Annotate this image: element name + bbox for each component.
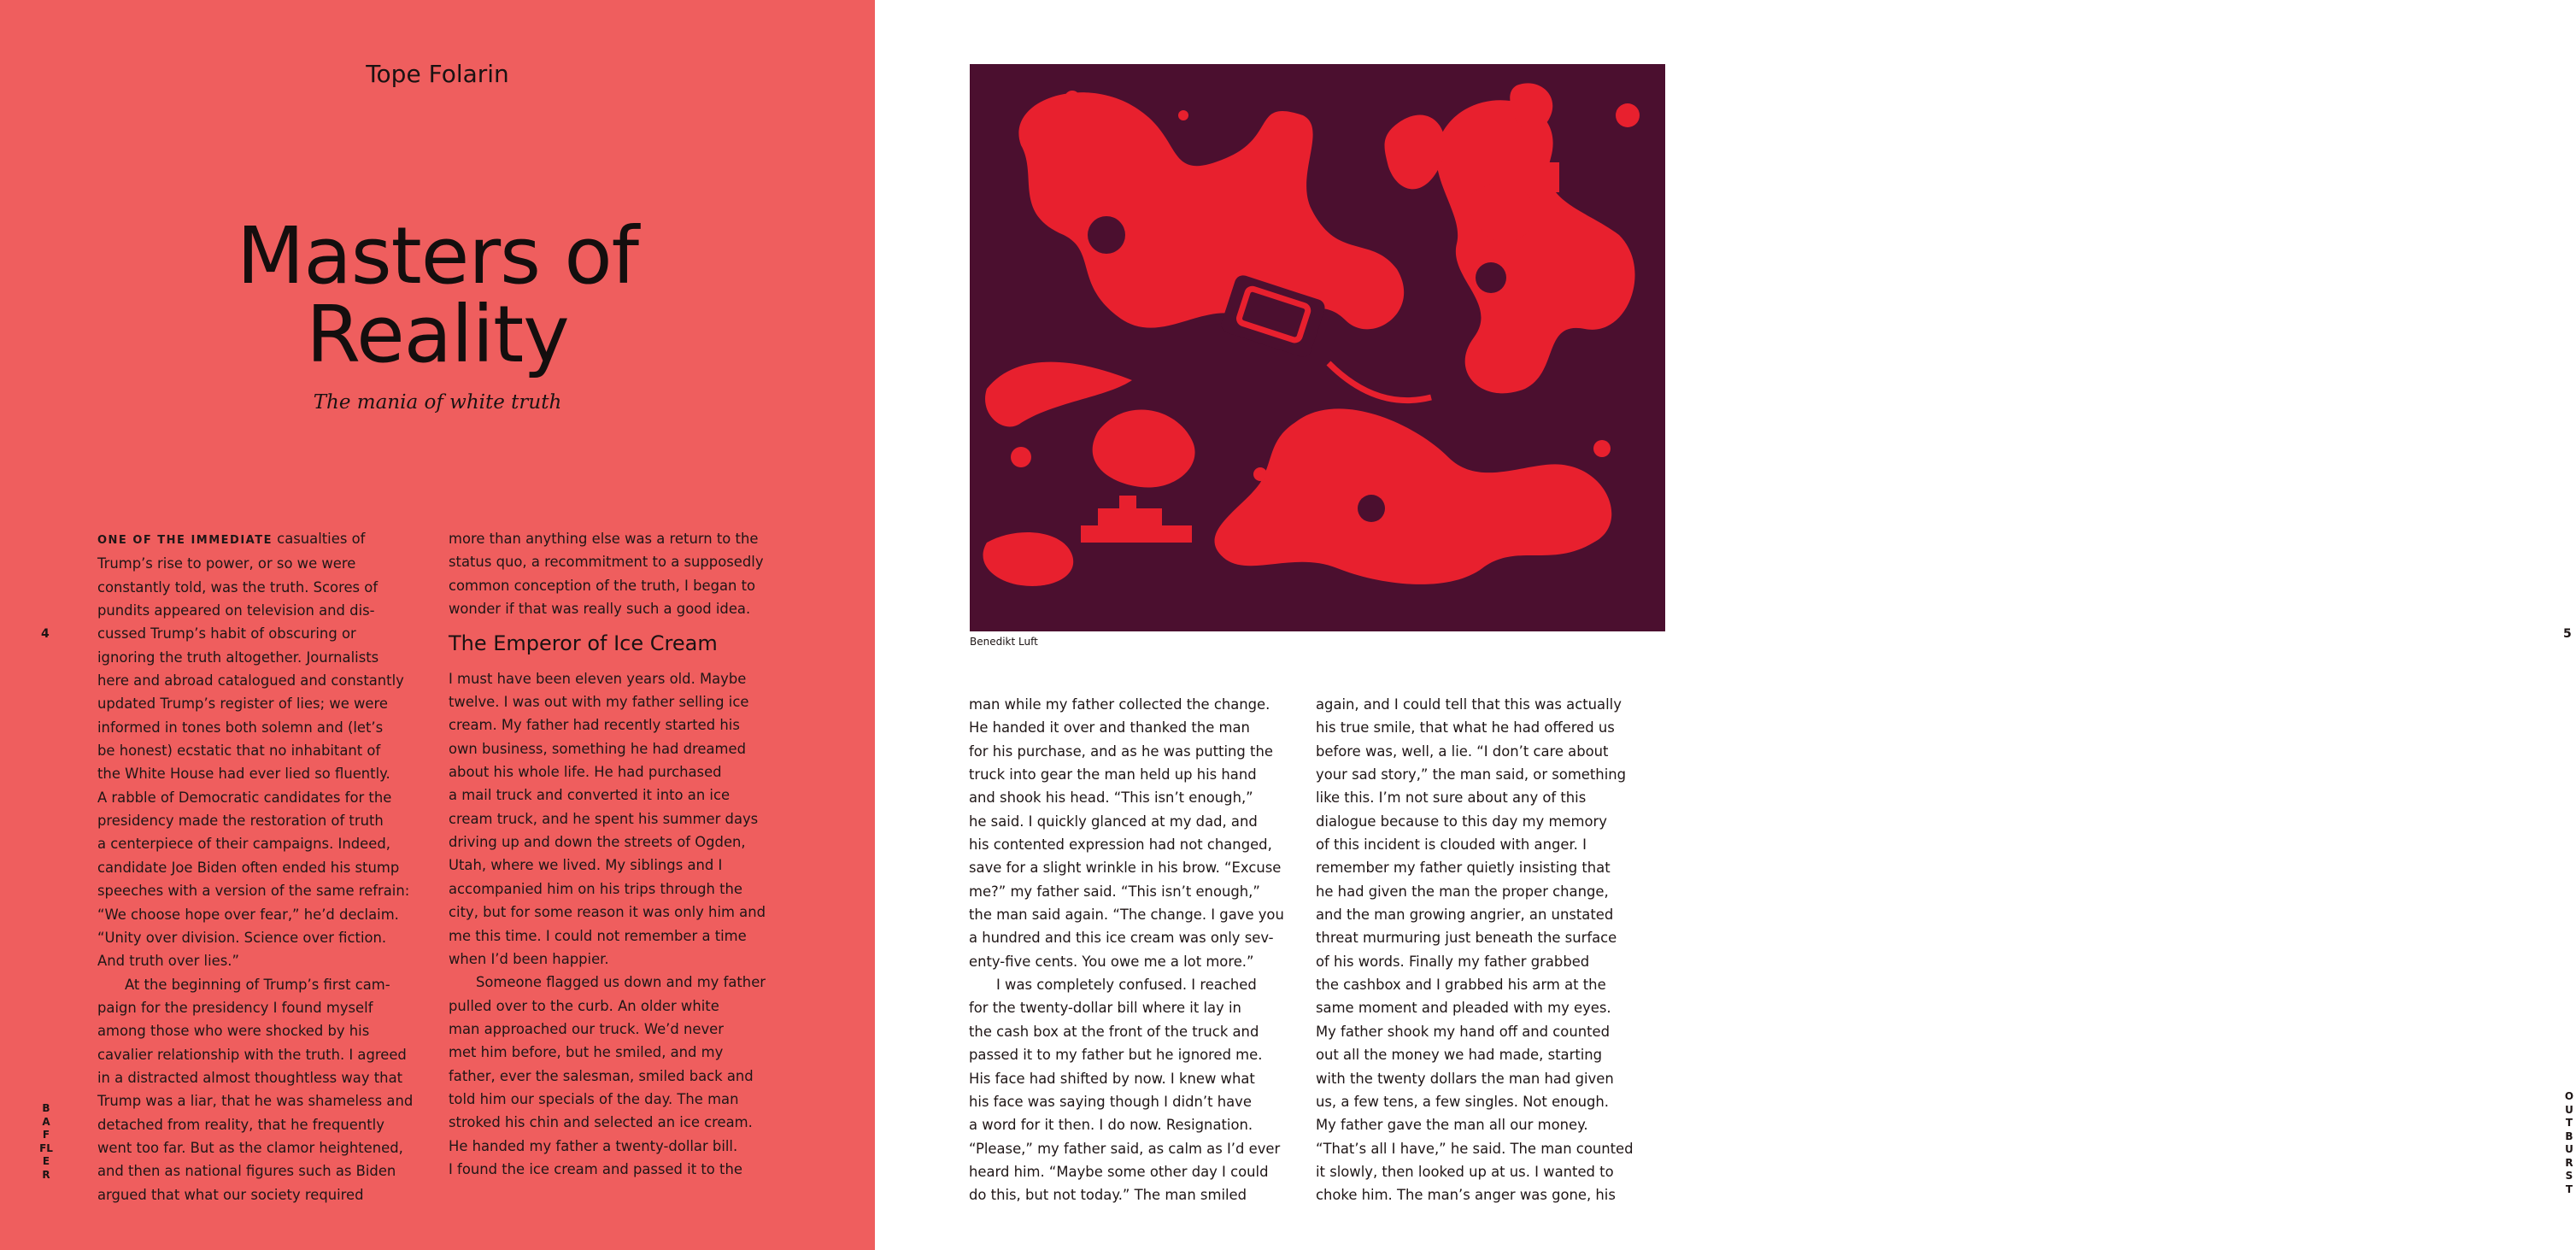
text-line: man while my father collected the change. (969, 696, 1270, 713)
text-line: speeches with a version of the same refrain: (97, 883, 410, 900)
illustration-artwork (970, 64, 1665, 631)
text-line: remember my father quietly insisting that (1316, 860, 1611, 877)
text-line: in a distracted almost thoughtless way that (97, 1069, 403, 1086)
text-line: of his words. Finally my father grabbed (1316, 953, 1590, 970)
text-line: with the twenty dollars the man had given (1316, 1070, 1614, 1087)
text-line: My father shook my hand off and counted (1316, 1023, 1611, 1040)
text-line: be honest) ecstatic that no inhabitant of (97, 742, 381, 760)
illustration (970, 64, 1665, 631)
text-line: told him our specials of the day. The man (449, 1090, 739, 1107)
text-line: dialogue because to this day my memory (1316, 813, 1607, 830)
article-subtitle: The mania of white truth (313, 391, 562, 414)
text-column-2 (449, 527, 790, 1181)
text-line: cussed Trump’s habit of obscuring or (97, 625, 356, 643)
text-line: A rabble of Democratic candidates for the (97, 789, 392, 806)
text-line: cream. My father had recently started his (449, 717, 740, 734)
text-line: constantly told, was the truth. Scores of (97, 578, 378, 596)
text-line (97, 527, 431, 552)
text-line: for his purchase, and as he was putting the (969, 742, 1273, 760)
text-line: your sad story,” the man said, or something (1316, 766, 1627, 783)
page-number: 4 (41, 627, 50, 641)
text-line: argued that what our society required (97, 1186, 364, 1203)
text-line: common conception of the truth, I began to (449, 577, 756, 594)
text-line: here and abroad catalogued and constantly (97, 672, 404, 690)
text-line: the cashbox and I grabbed his arm at the (1316, 977, 1606, 994)
text-line: save for a slight wrinkle in his brow. “Excuse (969, 860, 1282, 877)
text-line: “That’s all I have,” he said. The man counted (1316, 1140, 1634, 1157)
text-line: I must have been eleven years old. Maybe (449, 670, 747, 687)
text-line: when I’d been happier. (449, 950, 609, 967)
text-line: own business, something he had dreamed (449, 740, 746, 757)
text-line: he said. I quickly glanced at my dad, and (969, 813, 1258, 830)
text-line: heard him. “Maybe some other day I could (969, 1163, 1269, 1180)
illustration-credit: Benedikt Luft (970, 636, 1038, 648)
text-line: for the twenty-dollar bill where it lay in (969, 1000, 1241, 1017)
text-line: “Unity over division. Science over fiction. (97, 929, 387, 946)
text-line: father, ever the salesman, smiled back and (449, 1067, 754, 1084)
text-line: I found the ice cream and passed it to the (449, 1160, 742, 1177)
text-line: me?” my father said. “This isn’t enough,” (969, 883, 1260, 900)
text-line: his face was saying though I didn’t have (969, 1093, 1252, 1110)
text-line: he had given the man the proper change, (1316, 883, 1609, 900)
text-line: presidency made the restoration of truth (97, 813, 384, 830)
text-line: “Please,” my father said, as calm as I’d ever (969, 1140, 1281, 1157)
byline: Tope Folarin (366, 60, 509, 88)
text-line: about his whole life. He had purchased (449, 764, 722, 781)
text-line: passed it to my father but he ignored me. (969, 1047, 1263, 1064)
text-line: a mail truck and converted it into an ice (449, 787, 731, 804)
title-line-2: Reality (306, 289, 569, 380)
text-line: before was, well, a lie. “I don’t care about (1316, 742, 1609, 760)
text-line: same moment and pleaded with my eyes. (1316, 1000, 1611, 1017)
text-line: do this, but not today.” The man smiled (969, 1187, 1247, 1204)
text-line: the White House had ever lied so fluently. (97, 766, 390, 783)
text-line: candidate Joe Biden often ended his stump (97, 859, 400, 876)
text-line: me this time. I could not remember a time (449, 927, 747, 944)
lead-in: ONE OF THE IMMEDIATE (97, 534, 273, 547)
text-line: ignoring the truth altogether. Journalists (97, 648, 379, 666)
text-line: driving up and down the streets of Ogden, (449, 834, 746, 851)
text-line: paign for the presidency I found myself (97, 999, 373, 1016)
text-line: detached from reality, that he frequently (97, 1116, 384, 1133)
text-line: Someone flagged us down and my father (476, 974, 766, 991)
section-heading: The Emperor of Ice Cream (449, 631, 718, 656)
text-line: Utah, where we lived. My siblings and I (449, 857, 723, 874)
text-line: like this. I’m not sure about any of this (1316, 789, 1587, 807)
left-page (0, 0, 875, 1250)
text-line: My father gave the man all our money. (1316, 1117, 1588, 1134)
text-line: out all the money we had made, starting (1316, 1047, 1603, 1064)
text-line: truck into gear the man held up his hand (969, 766, 1257, 783)
running-head-vertical: OUTBURST (2564, 1090, 2574, 1195)
text-line: threat murmuring just beneath the surface (1316, 930, 1617, 947)
text-line: cream truck, and he spent his summer days (449, 810, 759, 827)
text-line: informed in tones both solemn and (let’s (97, 719, 384, 736)
text-line: a hundred and this ice cream was only sev- (969, 930, 1274, 947)
text-line: “We choose hope over fear,” he’d declaim. (97, 906, 399, 923)
text-line: his true smile, that what he had offered us (1316, 719, 1615, 737)
text-line: And truth over lies.” (97, 953, 239, 970)
article-title (0, 210, 875, 380)
text-line: again, and I could tell that this was actually (1316, 696, 1622, 713)
text-line: among those who were shocked by his (97, 1023, 370, 1040)
text-line: He handed my father a twenty-dollar bill. (449, 1137, 738, 1154)
text-line: accompanied him on his trips through the (449, 880, 742, 897)
text-line: stroked his chin and selected an ice cream. (449, 1114, 753, 1131)
text-line: and shook his head. “This isn’t enough,” (969, 789, 1253, 807)
text-line: city, but for some reason it was only him and (449, 904, 766, 921)
text-line: and the man growing angrier, an unstated (1316, 907, 1614, 924)
text-line: a word for it then. I do now. Resignation. (969, 1117, 1253, 1134)
text-line: wonder if that was really such a good idea. (449, 601, 751, 618)
text-line: status quo, a recommitment to a supposedly (449, 554, 764, 571)
text-line: pulled over to the curb. An older white (449, 997, 719, 1014)
text-line: met him before, but he smiled, and my (449, 1044, 724, 1061)
text-line: Trump’s rise to power, or so we were (97, 555, 356, 572)
text-line: a centerpiece of their campaigns. Indeed, (97, 836, 390, 853)
text-line: man approached our truck. We’d never (449, 1020, 725, 1037)
text-line: more than anything else was a return to the (449, 531, 759, 547)
text-line: twelve. I was out with my father selling ice (449, 694, 749, 711)
text-line: the man said again. “The change. I gave you (969, 907, 1284, 924)
text-line: He handed it over and thanked the man (969, 719, 1250, 737)
lead-line: casualties of (272, 531, 366, 547)
text-line: and then as national figures such as Biden (97, 1163, 396, 1180)
page-number: 5 (2563, 627, 2572, 641)
text-line: his contented expression had not changed, (969, 836, 1272, 854)
text-line: of this incident is clouded with anger. I (1316, 836, 1587, 854)
text-line: the cash box at the front of the truck and (969, 1023, 1259, 1040)
text-line: cavalier relationship with the truth. I agreed (97, 1046, 407, 1063)
title-line-1: Masters of (236, 210, 639, 302)
text-line: updated Trump’s register of lies; we were (97, 695, 388, 713)
text-line: choke him. The man’s anger was gone, his (1316, 1187, 1616, 1204)
text-line: pundits appeared on television and dis- (97, 602, 375, 619)
text-column-4 (1316, 693, 1653, 1207)
text-column-1 (97, 527, 431, 1206)
text-line: us, a few tens, a few singles. Not enough. (1316, 1093, 1609, 1110)
text-line: enty-five cents. You owe me a lot more.” (969, 953, 1254, 970)
text-line: His face had shifted by now. I knew what (969, 1070, 1255, 1087)
text-line: Trump was a liar, that he was shameless and (97, 1093, 414, 1110)
text-line: I was completely confused. I reached (996, 977, 1257, 994)
text-line: At the beginning of Trump’s first cam- (125, 976, 390, 993)
text-line: went too far. But as the clamor heightened, (97, 1139, 403, 1156)
text-line: it slowly, then looked up at us. I wanted to (1316, 1163, 1614, 1180)
text-column-3 (969, 693, 1306, 1207)
running-head-vertical: BAFFLER (39, 1102, 53, 1181)
